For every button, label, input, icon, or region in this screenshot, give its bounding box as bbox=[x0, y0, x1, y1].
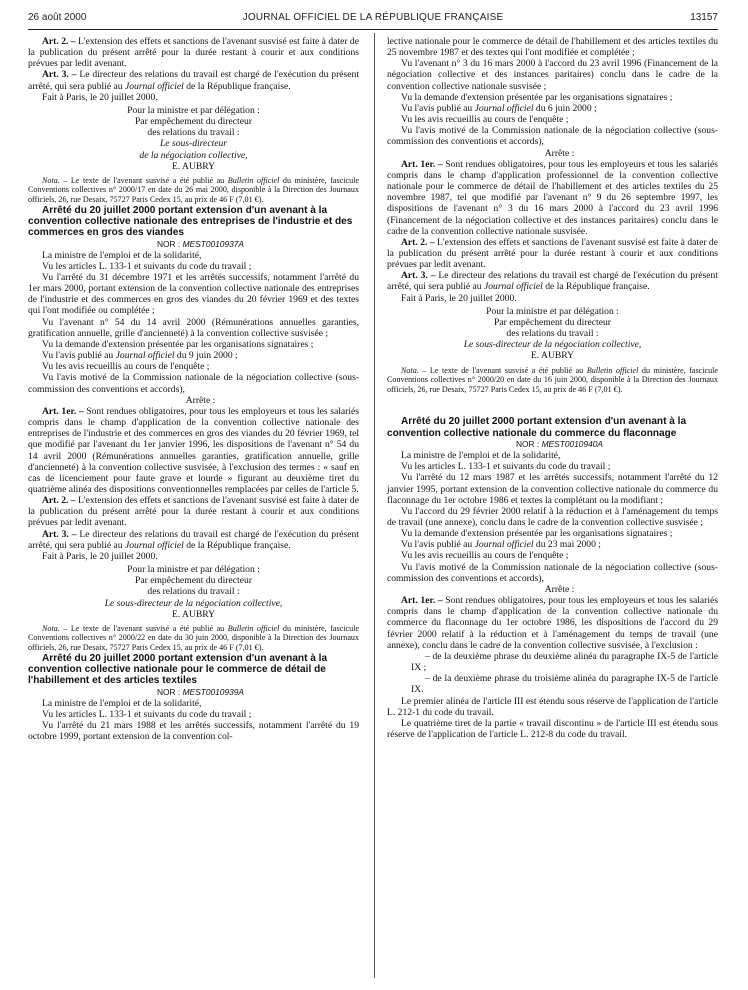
exclusion-item: – de la deuxième phrase du troisième alinéa du paragraphe IX-5 de l'article IX. bbox=[411, 673, 718, 696]
arrete-heading: Arrête : bbox=[544, 147, 575, 159]
article-paragraph: Art. 1er. – Sont rendues obligatoires, pour tous les employeurs et tous les salariés compris dans le champ d'application de la convention collective nationale des entreprises de l'industrie et des commerces en gros des viandes du 20 février 1969, tel que modifié par l'avenant du 1er janvier 1996, les dispositions de l'avenant n° 54 du 14 avril 2000 (Rémunérations annuelles garanties, gratification annuelle, grille d'ancienneté) à la convention collective susvisée, à l'exclusion des termes : « sauf en cas de licenciement pour faute grave et lourde » figurant au deuxième tiret du quatrième alinéa des dispositions conventionnelles remplacées par celles de l'article 5. bbox=[28, 405, 359, 495]
decree-title: Arrêté du 20 juillet 2000 portant extension d'un avenant à la convention collective nationale pour le commerce de détail de l'habillement et des articles textiles bbox=[28, 652, 328, 687]
body-paragraph: Vu l'avis motivé de la Commission nationale de la négociation collective (sous-commission des conventions et accords), bbox=[387, 125, 718, 148]
body-paragraph: Vu l'avis publié au Journal officiel du 23 mai 2000 ; bbox=[401, 539, 601, 551]
body-paragraph: Vu la demande d'extension présentée par les organisations signataires ; bbox=[42, 338, 314, 350]
signature-line: Le sous-directeur bbox=[159, 138, 228, 150]
body-paragraph: Vu l'avis publié au Journal officiel du 9 juin 2000 ; bbox=[42, 350, 238, 362]
body-paragraph: Le premier alinéa de l'article III est étendu sous réserve de l'application de l'article L. 212-1 du code du travail. bbox=[387, 695, 718, 718]
signature-line: Le sous-directeur de la négociation collective, bbox=[104, 597, 283, 609]
body-paragraph: Vu les avis recueillis au cours de l'enquête ; bbox=[42, 361, 210, 373]
body-paragraph: Vu l'avenant n° 54 du 14 avril 2000 (Rémunérations annuelles garanties, gratification annuelle, grille d'ancienneté) à la convention collective susvisée ; bbox=[28, 316, 359, 339]
nor-code: MEST0010939A bbox=[182, 686, 245, 697]
running-header bbox=[28, 12, 718, 28]
nor-code: MEST0010937A bbox=[182, 238, 245, 249]
signatory-name: E. AUBRY bbox=[171, 608, 216, 620]
body-paragraph: La ministre de l'emploi et de la solidarité, bbox=[401, 450, 561, 462]
arrete-heading: Arrête : bbox=[185, 394, 216, 406]
article-paragraph: Art. 3. – Le directeur des relations du travail est chargé de l'exécution du présent arrêté, qui sera publié au Journal officiel de la République française. bbox=[28, 528, 360, 551]
body-paragraph: Vu les avis recueillis au cours de l'enquête ; bbox=[401, 114, 569, 126]
article-paragraph: Art. 2. – L'extension des effets et sanctions de l'avenant susvisé est faite à dater de la publication du présent arrêté pour la durée restant à courir et aux conditions prévues par ledit avenant. bbox=[28, 495, 359, 529]
nor-label: NOR : bbox=[156, 238, 181, 249]
body-paragraph: Vu l'accord du 29 février 2000 relatif à la réduction et à l'aménagement du temps de travail (une annexe), conclu dans le cadre de la convention collective susvisée ; bbox=[387, 505, 718, 528]
body-paragraph: Vu l'avis motivé de la Commission nationale de la négociation collective (sous-commission des conventions et accords), bbox=[387, 561, 718, 584]
nor-code: MEST0010940A bbox=[541, 438, 604, 449]
header-date: 26 août 2000 bbox=[28, 12, 87, 23]
signature-line: Pour la ministre et par délégation : bbox=[127, 104, 260, 116]
nor-reference bbox=[387, 439, 718, 450]
nota-note: Nota. – Le texte de l'avenant susvisé a été publié au Bulletin officiel du ministère, fascicule Conventions collectives n° 2000/22 en date du 30 juin 2000, disponible à la Direction des Journaux officiels, 26, rue Desaix, 75727 Paris Cedex 15, au prix de 46 F (7,01 €). bbox=[28, 623, 359, 653]
signature-line: des relations du travail : bbox=[147, 127, 240, 139]
signature-block bbox=[28, 105, 359, 172]
body-paragraph: Le quatrième tiret de la partie « travail discontinu » de l'article III est étendu sous réserve de l'application de l'article L. 212-8 du code du travail. bbox=[387, 717, 718, 740]
article-paragraph: Art. 2. – L'extension des effets et sanctions de l'avenant susvisé est faite à dater de la publication du présent arrêté pour la durée restant à courir et aux conditions prévues par ledit avenant. bbox=[387, 236, 718, 271]
body-paragraph: La ministre de l'emploi et de la solidarité, bbox=[42, 697, 202, 709]
signature-line: Pour la ministre et par délégation : bbox=[486, 305, 619, 317]
signatory-name: E. AUBRY bbox=[530, 350, 575, 362]
left-column bbox=[28, 36, 359, 742]
body-paragraph: Vu la demande d'extension présentée par les organisations signataires ; bbox=[401, 91, 673, 103]
body-paragraph: Vu l'avenant n° 3 du 16 mars 2000 à l'accord du 23 avril 1996 (Financement de la négociation collective et des instances paritaires) conclu dans le cadre de la convention collective nationale susvisée ; bbox=[387, 58, 718, 92]
signature-block bbox=[28, 564, 359, 620]
body-paragraph: Vu les avis recueillis au cours de l'enquête ; bbox=[401, 550, 569, 562]
body-paragraph: La ministre de l'emploi et de la solidarité, bbox=[42, 249, 202, 261]
decree-title: Arrêté du 20 juillet 2000 portant extension d'un avenant à la convention collective nationale du commerce du flaconnage bbox=[387, 416, 687, 439]
nor-label: NOR : bbox=[156, 686, 181, 697]
article-paragraph: Art. 3. – Le directeur des relations du travail est chargé de l'exécution du présent arrêté, qui sera publié au Journal officiel de la République française. bbox=[28, 69, 360, 92]
signature-line: des relations du travail : bbox=[147, 586, 240, 598]
signature-date: Fait à Paris, le 20 juillet 2000. bbox=[401, 292, 517, 304]
signature-line: Par empêchement du directeur bbox=[494, 316, 611, 328]
article-paragraph: Art. 1er. – Sont rendues obligatoires, pour tous les employeurs et tous les salariés compris dans le champ d'application de la convention collective nationale du commerce du flaconnage du 1er octobre 1986, les dispositions de l'accord du 29 février 2000 relatif à la réduction et à l'aménagement du temps de travail (une annexe), conclu dans le cadre de la convention collective susvisée, à l'exclusion : bbox=[387, 595, 718, 651]
nor-label: NOR : bbox=[515, 438, 540, 449]
signature-line: Par empêchement du directeur bbox=[135, 575, 252, 587]
article-paragraph: Art. 1er. – Sont rendues obligatoires, pour tous les employeurs et tous les salariés compris dans le champ d'application professionnel de la convention collective nationale pour le commerce de détail de l'habillement et des articles textiles du 25 novembre 1987, tel que modifié par l'avenant n° 9 du 26 septembre 1997, les dispositions de l'avenant n° 3 du 16 mars 2000 à l'accord du 23 avril 1996 (Financement de la négociation collective et des instances paritaires) conclu dans le cadre de la convention collective nationale susvisée. bbox=[387, 158, 718, 237]
article-paragraph: Art. 2. – L'extension des effets et sanctions de l'avenant susvisé est faite à dater de la publication du présent arrêté pour la durée restant à courir et aux conditions prévues par ledit avenant. bbox=[28, 36, 359, 70]
signature-date: Fait à Paris, le 20 juillet 2000. bbox=[42, 550, 158, 562]
nota-note: Nota. – Le texte de l'avenant susvisé a été publié au Bulletin officiel du ministère, fascicule Conventions collectives n° 2000/17 en date du 26 mai 2000, disponible à la Direction des Journaux officiels, 26, rue Desaix, 75727 Paris Cedex 15, au prix de 46 F (7,01 €). bbox=[28, 175, 359, 205]
right-column bbox=[387, 36, 718, 740]
body-paragraph: Vu l'arrêté du 21 mars 1988 et les arrêtés successifs, notamment l'arrêté du 19 octobre 1999, portant extension de la convention col- bbox=[28, 720, 359, 743]
body-paragraph: Vu l'avis motivé de la Commission nationale de la négociation collective (sous-commission des conventions et accords), bbox=[28, 372, 359, 395]
signature-line: Par empêchement du directeur bbox=[135, 116, 252, 128]
signature-line: Le sous-directeur de la négociation collective, bbox=[463, 339, 642, 351]
exclusion-item: – de la deuxième phrase du deuxième alinéa du paragraphe IX-5 de l'article IX ; bbox=[411, 650, 718, 674]
nor-reference bbox=[28, 239, 359, 250]
header-page-number: 13157 bbox=[690, 12, 718, 23]
body-paragraph: Vu les articles L. 133-1 et suivants du code du travail ; bbox=[42, 260, 252, 272]
body-paragraph: lective nationale pour le commerce de détail de l'habillement et des articles textiles du 25 novembre 1987 et des textes qui l'ont modifiée et complétée ; bbox=[387, 36, 718, 59]
decree-title: Arrêté du 20 juillet 2000 portant extension d'un avenant à la convention collective nationale des entreprises de l'industrie et des commerces en gros des viandes bbox=[28, 204, 353, 239]
body-paragraph: Vu les articles L. 133-1 et suivants du code du travail ; bbox=[42, 708, 252, 720]
arrete-heading: Arrête : bbox=[544, 583, 575, 595]
header-journal-title: JOURNAL OFFICIEL DE LA RÉPUBLIQUE FRANÇAISE bbox=[242, 12, 504, 23]
signature-line: Pour la ministre et par délégation : bbox=[127, 564, 260, 576]
column-separator bbox=[374, 33, 375, 978]
signature-date: Fait à Paris, le 20 juillet 2000. bbox=[42, 91, 158, 103]
signature-line: de la négociation collective, bbox=[139, 149, 248, 161]
nota-note: Nota. – Le texte de l'avenant susvisé a été publié au Bulletin officiel du ministère, fascicule Conventions collectives n° 2000/20 en date du 16 juin 2000, disponible à la Direction des Journaux officiels, 26, rue Desaix, 75727 Paris Cedex 15, au prix de 46 F (7,01 €). bbox=[387, 365, 718, 394]
signature-line: des relations du travail : bbox=[506, 328, 599, 340]
body-paragraph: Vu l'avis publié au Journal officiel du 6 juin 2000 ; bbox=[401, 102, 597, 114]
nor-reference bbox=[28, 687, 359, 698]
article-paragraph: Art. 3. – Le directeur des relations du travail est chargé de l'exécution du présent arrêté, qui sera publié au Journal officiel de la République française. bbox=[387, 270, 719, 293]
signature-block bbox=[387, 306, 718, 362]
header-rule bbox=[28, 29, 718, 30]
body-paragraph: Vu la demande d'extension présentée par les organisations signataires ; bbox=[401, 528, 673, 540]
signatory-name: E. AUBRY bbox=[171, 160, 216, 172]
body-paragraph: Vu l'arrêté du 12 mars 1987 et les arrêtés successifs, notamment l'arrêté du 12 janvier 1995, portant extension de la convention collective nationale du commerce du flaconnage du 1er octobre 1986 et textes la complétant ou la modifiant ; bbox=[387, 472, 718, 506]
body-paragraph: Vu l'arrêté du 31 décembre 1971 et les arrêtés successifs, notamment l'arrêté du 1er mars 2000, portant extension de la convention collective nationale des entreprises de l'industrie et des commerces en gros des viandes du 20 février 1969 et des textes qui l'ont modifiée ou complétée ; bbox=[28, 272, 359, 317]
body-paragraph: Vu les articles L. 133-1 et suivants du code du travail ; bbox=[401, 461, 611, 473]
